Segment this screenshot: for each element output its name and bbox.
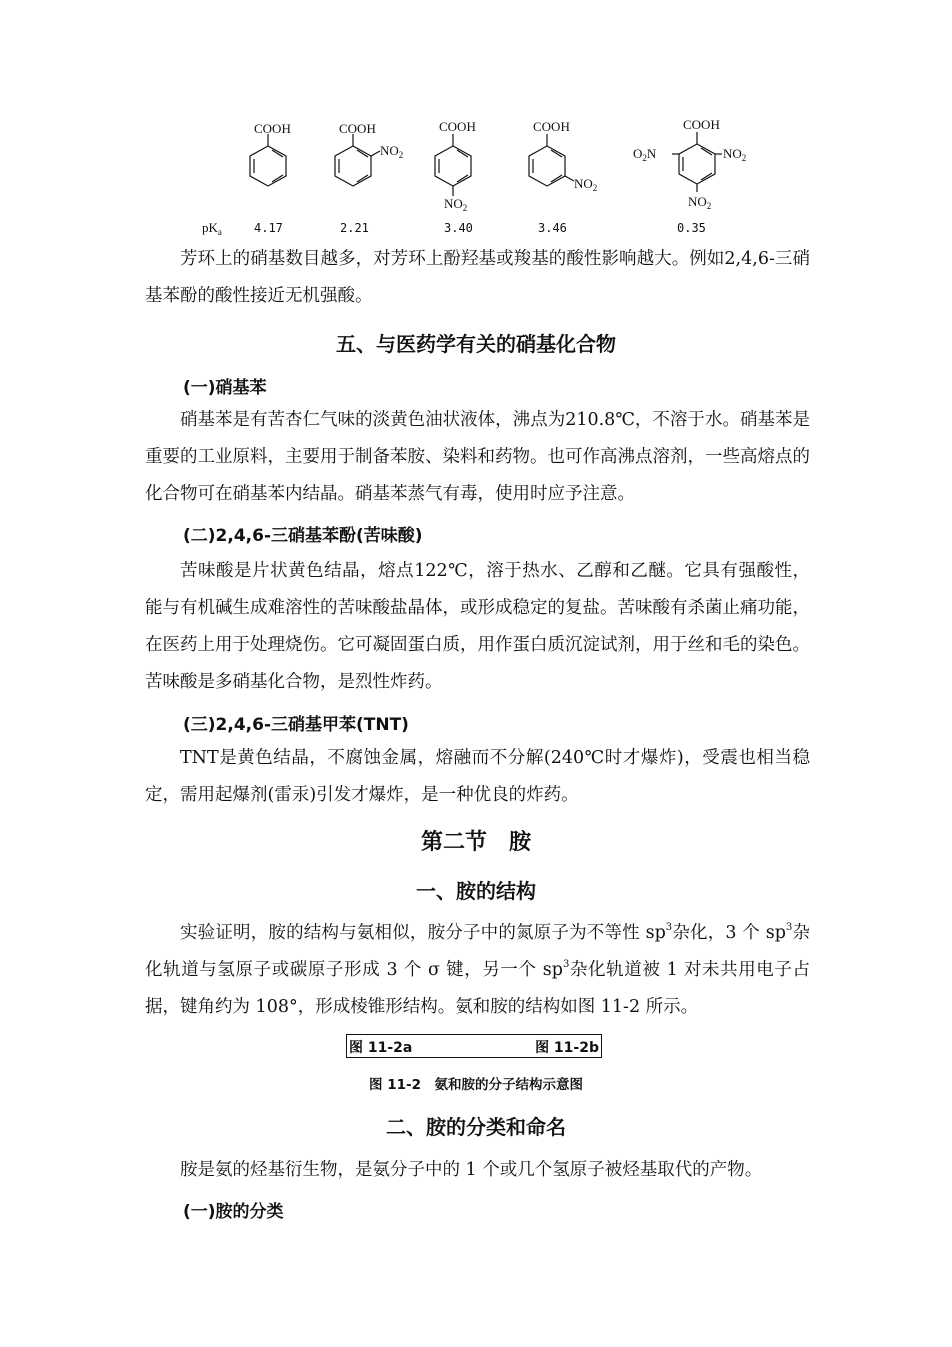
paragraph-amine-structure: 实验证明，胺的结构与氨相似，胺分子中的氮原子为不等性 $sp^3$杂化，3 个 $sp^3$杂化轨道与氢原子或碳原子形成 3 个 σ 键，另一个 $sp^3$杂化轨道被 1 对未共用电子占据，键角约为 108°，形成棱锥形结构。氨和胺的结构如图 11-2 所示。: [145, 922, 810, 1017]
benzene-ring-2: [335, 146, 371, 186]
pka-value-4: 3.46: [538, 221, 567, 235]
benzene-ring-5: [679, 144, 715, 184]
subheading-tnt: (三)2,4,6-三硝基甲苯(TNT): [183, 715, 409, 735]
subheading-picric-acid: (二)2,4,6-三硝基苯酚(苦味酸): [183, 526, 423, 546]
figure-label-a: 图 11-2a: [349, 1040, 413, 1056]
cooh-label-4: COOH: [533, 119, 570, 134]
structure-figure: [190, 108, 770, 238]
cooh-label-1: COOH: [254, 121, 291, 136]
no2-label-4: $NO_2$: [574, 176, 598, 193]
no2-label-3: $NO_2$: [444, 196, 468, 213]
no2-label-5-right: $NO_2$: [723, 146, 747, 163]
figure-label-b: 图 11-2b: [535, 1040, 599, 1056]
o2n-label-5-left: $O_2N$: [633, 146, 657, 163]
paragraph-amine-definition: 胺是氨的烃基衍生物，是氨分子中的 1 个或几个氢原子被烃基取代的产物。: [180, 1160, 763, 1180]
benzene-ring-3: [435, 146, 471, 186]
no2-label-2: $NO_2$: [380, 143, 404, 160]
pka-label: $pK_a$: [202, 220, 222, 237]
paragraph-picric-acid: 苦味酸是片状黄色结晶，熔点122℃，溶于热水、乙醇和乙醚。它具有强酸性，能与有机碱生成难溶性的苦味酸盐晶体，或形成稳定的复盐。苦味酸有杀菌止痛功能，在医药上用于处理烧伤。它可凝固蛋白质，用作蛋白质沉淀试剂，用于丝和毛的染色。苦味酸是多硝基化合物，是烈性炸药。: [145, 561, 810, 692]
benzene-ring-4: [529, 146, 565, 186]
cooh-label-5: COOH: [683, 117, 720, 132]
pka-value-1: 4.17: [254, 221, 283, 235]
heading-amine-structure: 一、胺的结构: [416, 879, 536, 903]
paragraph-nitrobenzene: 硝基苯是有苦杏仁气味的淡黄色油状液体，沸点为210.8℃，不溶于水。硝基苯是重要的工业原料，主要用于制备苯胺、染料和药物。也可作高沸点溶剂，一些高熔点的化合物可在硝基苯内结晶。硝基苯蒸气有毒，使用时应予注意。: [145, 410, 810, 504]
pka-value-3: 3.40: [444, 221, 473, 235]
cooh-label-3: COOH: [439, 119, 476, 134]
heading-nitro-compounds: 五、与医药学有关的硝基化合物: [336, 332, 616, 356]
section-title-amines: 第二节 胺: [420, 830, 531, 855]
benzene-ring-1: [250, 146, 286, 186]
subheading-nitrobenzene: (一)硝基苯: [183, 378, 267, 398]
figure-placeholder: [346, 1034, 602, 1058]
no2-label-5-bottom: $NO_2$: [688, 194, 712, 211]
subheading-amine-classes: (一)胺的分类: [183, 1202, 284, 1222]
heading-amine-classification: 二、胺的分类和命名: [386, 1115, 566, 1139]
figure-caption: 图 11-2 氨和胺的分子结构示意图: [369, 1077, 583, 1093]
cooh-label-2: COOH: [339, 121, 376, 136]
pka-value-2: 2.21: [340, 221, 369, 235]
pka-value-5: 0.35: [677, 221, 706, 235]
paragraph-tnt: TNT是黄色结晶，不腐蚀金属，熔融而不分解(240℃时才爆炸)，受震也相当稳定，需用起爆剂(雷汞)引发才爆炸，是一种优良的炸药。: [145, 748, 810, 805]
paragraph-nitro-acidity: 芳环上的硝基数目越多，对芳环上酚羟基或羧基的酸性影响越大。例如2,4,6-三硝基苯酚的酸性接近无机强酸。: [145, 249, 810, 306]
nitro-acid-structures: [190, 108, 770, 238]
